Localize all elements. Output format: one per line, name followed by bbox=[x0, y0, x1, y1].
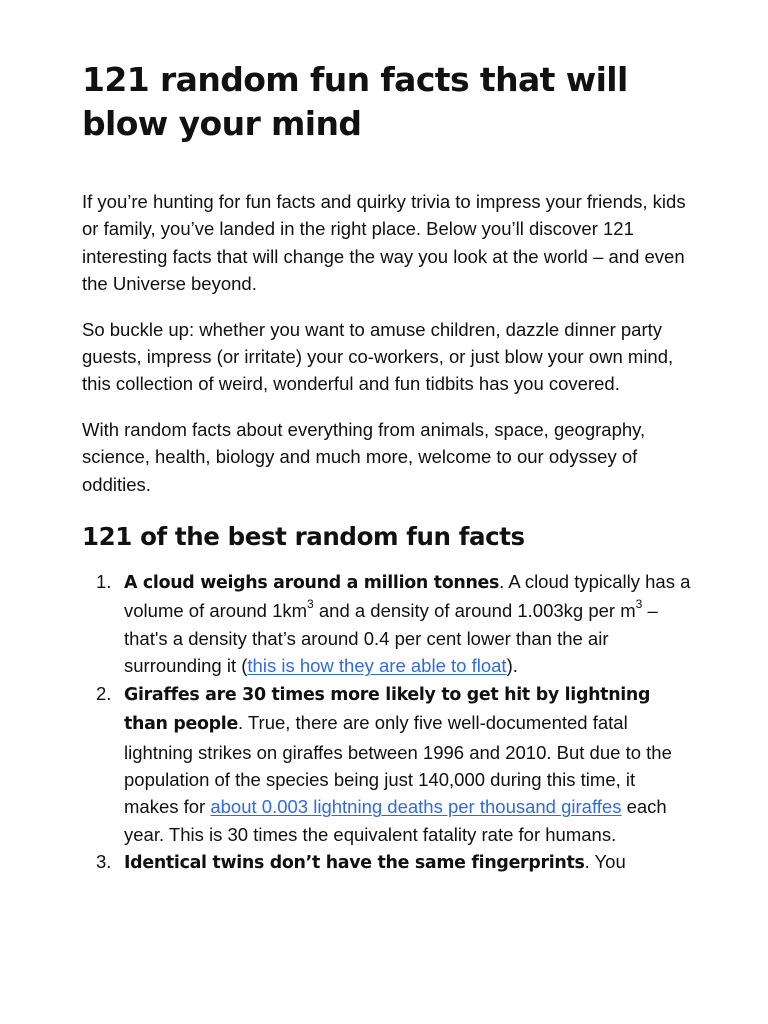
intro-paragraph-2: So buckle up: whether you want to amuse children, dazzle dinner party guests, impress (or irritate) your co-workers, or just blow your own mind, this collection of weird, wonderful and fun tidbits has you covered. bbox=[82, 318, 674, 395]
fact-item-2 bbox=[82, 680, 692, 848]
fact-headline: A cloud weighs around a million tonnes bbox=[124, 573, 500, 594]
fact-number: 1. bbox=[96, 571, 112, 593]
fact-item-1 bbox=[82, 568, 692, 680]
fact-text: . You bbox=[584, 851, 626, 873]
fact-headline: Identical twins don’t have the same fingerprints bbox=[124, 853, 585, 874]
fact-number: 3. bbox=[96, 851, 112, 873]
article-title: 121 random fun facts that will blow your mind bbox=[82, 60, 628, 143]
superscript: 3 bbox=[635, 597, 643, 612]
giraffe-lightning-link[interactable]: about 0.003 lightning deaths per thousand giraffes bbox=[210, 796, 622, 818]
fact-text: . A cloud typically has a volume of around 1km bbox=[124, 571, 691, 622]
float-explanation-link[interactable]: this is how they are able to float bbox=[247, 655, 507, 677]
section-heading: 121 of the best random fun facts bbox=[82, 522, 525, 552]
intro-paragraph-1: If you’re hunting for fun facts and quirky trivia to impress your friends, kids or family, you’ve landed in the right place. Below you’ll discover 121 interesting facts that will change the way you look at the world – and even the Universe beyond. bbox=[82, 191, 686, 295]
fact-headline: Giraffes are 30 times more likely to get hit by lightning than people bbox=[124, 684, 651, 735]
fact-text: each year. This is 30 times the equivalent fatality rate for humans. bbox=[124, 796, 667, 845]
fact-item-3 bbox=[82, 848, 692, 877]
fact-text: . True, there are only five well-documented fatal lightning strikes on giraffes between 1996 and 2010. But due to the population of the species being just 140,000 during this time, it makes for bbox=[124, 712, 672, 818]
fact-number: 2. bbox=[96, 682, 112, 704]
article bbox=[82, 58, 692, 878]
fact-text: – that's a density that’s around 0.4 per cent lower than the air surrounding it ( bbox=[124, 600, 658, 677]
intro-paragraph-3: With random facts about everything from animals, space, geography, science, health, biology and much more, welcome to our odyssey of oddities. bbox=[82, 418, 646, 495]
fact-text: ). bbox=[506, 655, 518, 677]
fact-text: and a density of around 1.003kg per m bbox=[313, 600, 636, 622]
superscript: 3 bbox=[307, 597, 314, 612]
facts-list bbox=[82, 568, 692, 877]
